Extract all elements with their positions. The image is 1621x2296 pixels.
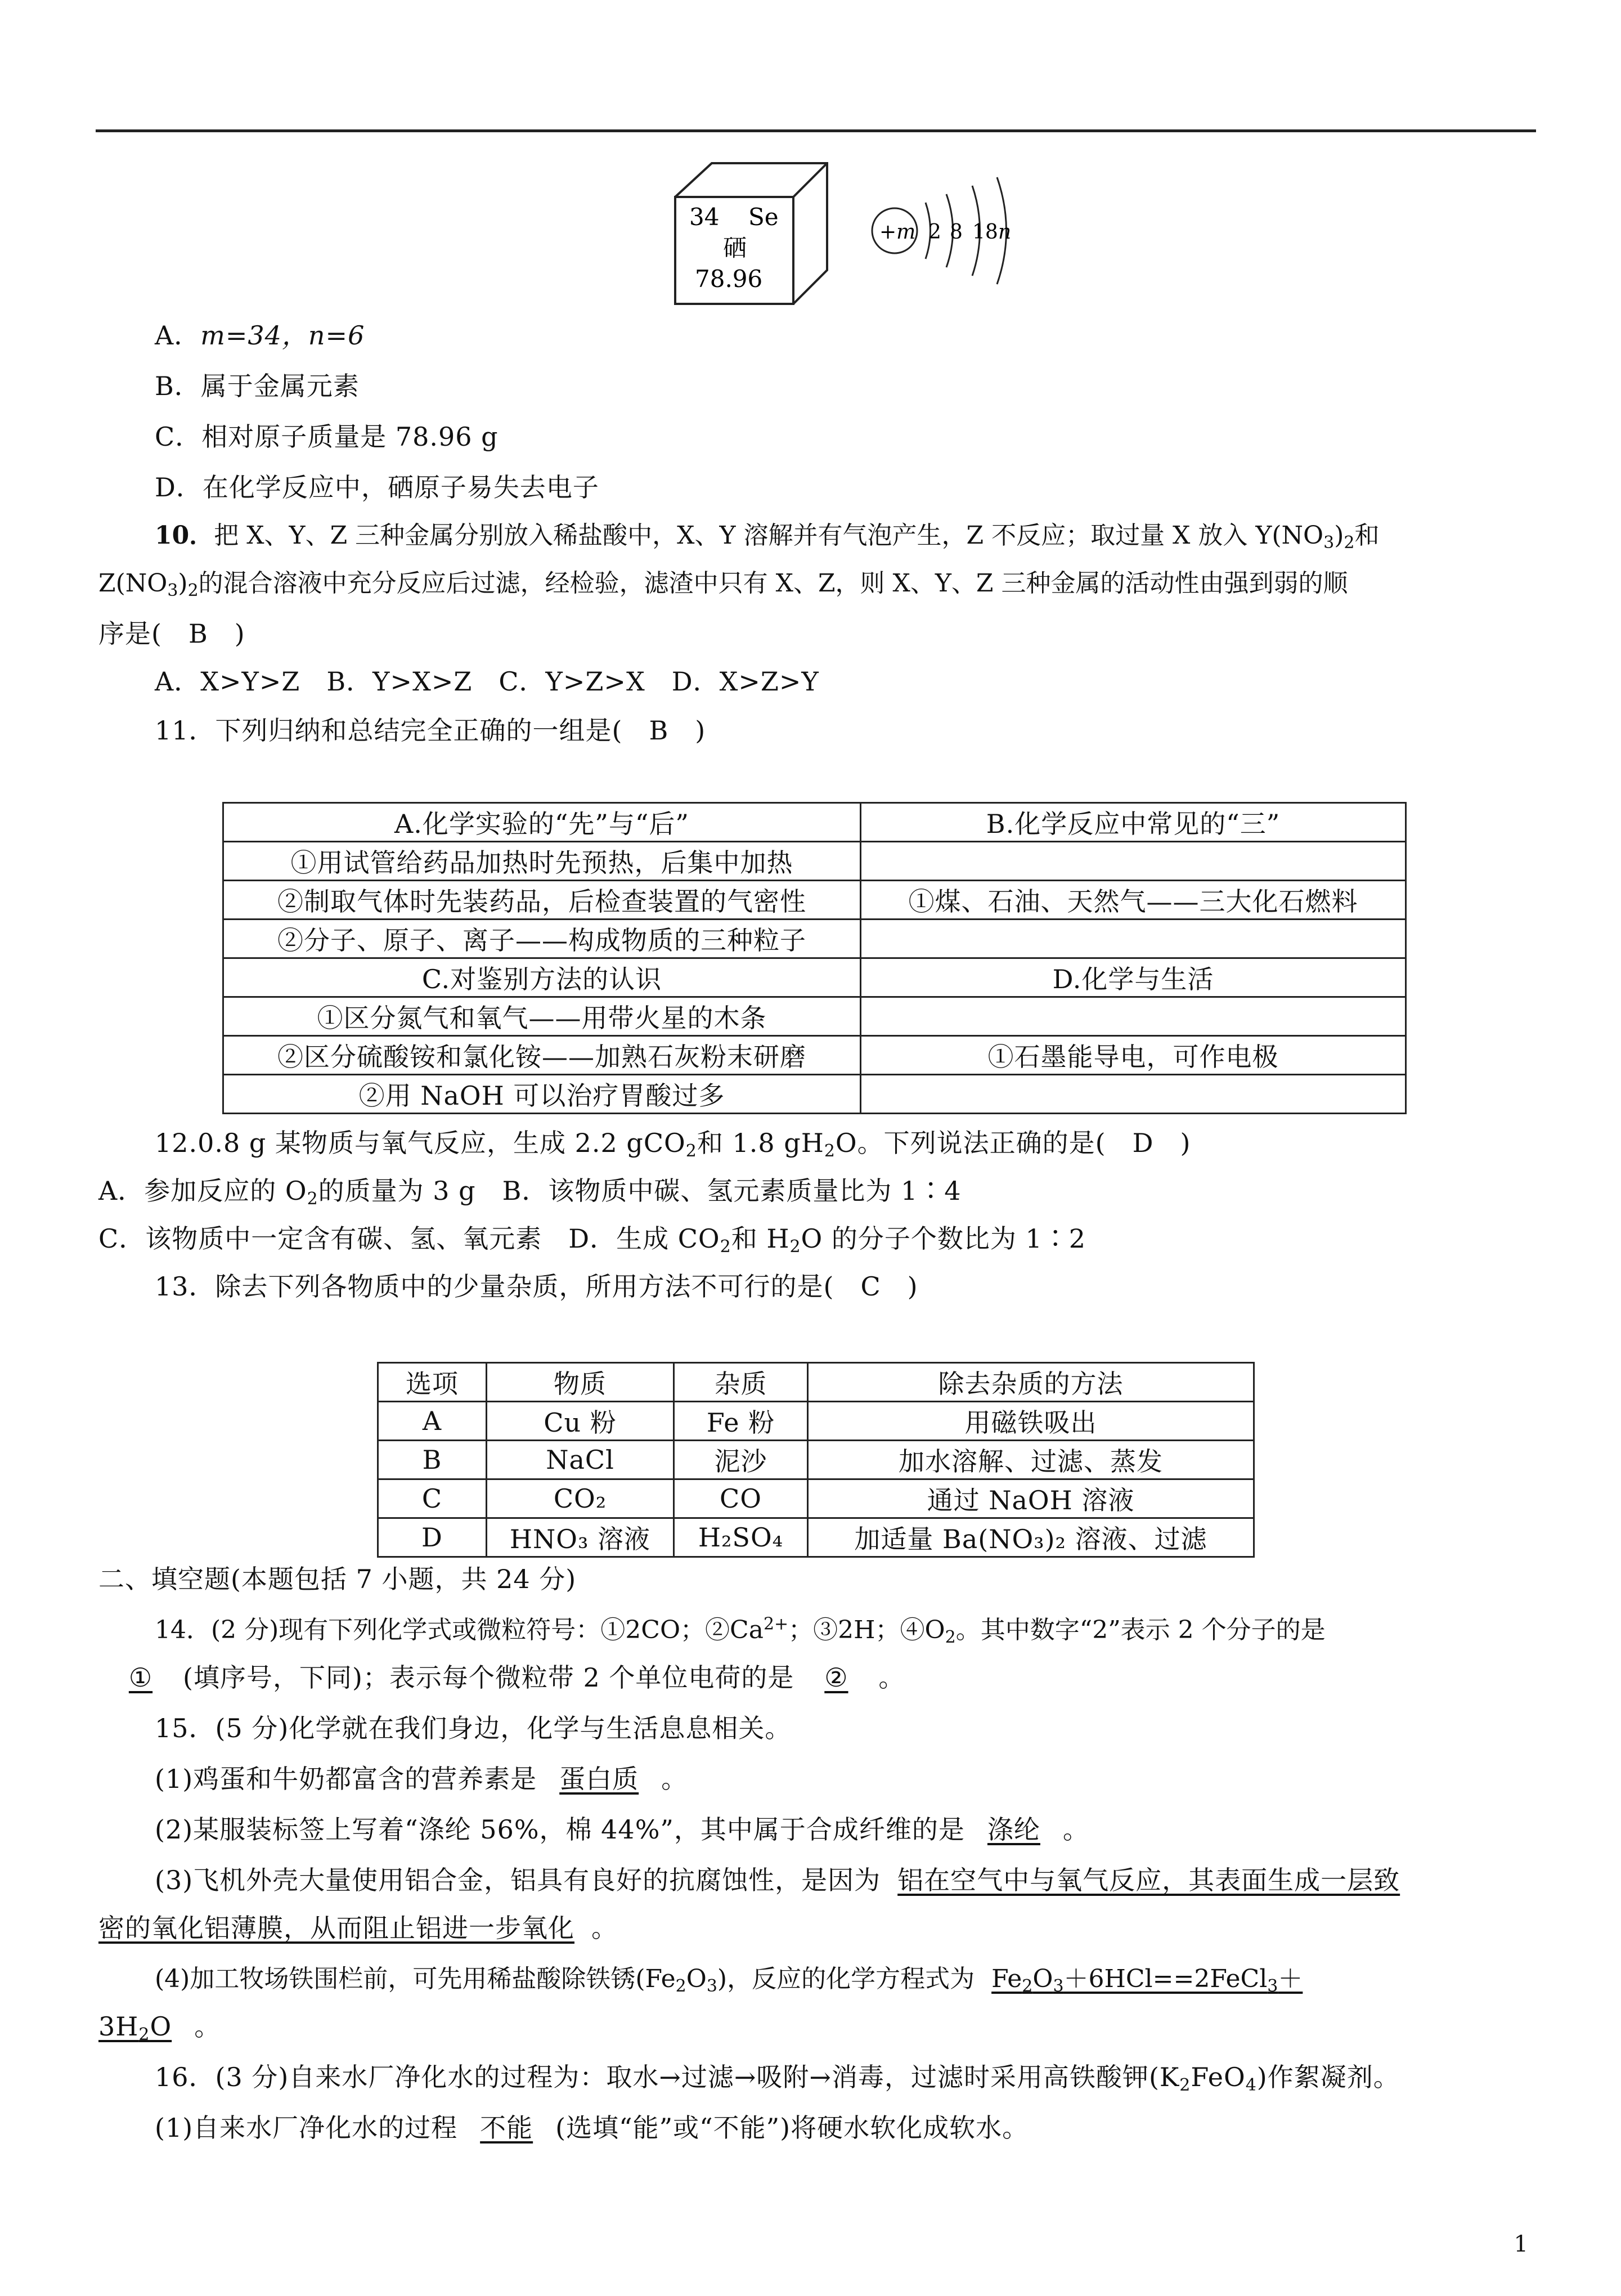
q15-part-1: (1)鸡蛋和牛奶都富含的营养素是 蛋白质 。: [155, 1759, 688, 1796]
q11-cell: [861, 842, 1406, 881]
q13-stem: 13．除去下列各物质中的少量杂质，所用方法不可行的是( C ): [155, 1271, 918, 1302]
q13-cell: D: [378, 1518, 487, 1557]
q13-cell: CO: [674, 1479, 808, 1518]
q15-answer-2: 涤纶: [987, 1814, 1040, 1845]
q10-line-1: 10．把 X、Y、Z 三种金属分别放入稀盐酸中，X、Y 溶解并有气泡产生，Z 不反应；取过量 X 放入 $Y(NO_3)_2$和: [155, 521, 1380, 553]
q11-cell: ①区分氮气和氧气——用带火星的木条: [223, 997, 861, 1036]
element-symbol: Se: [748, 203, 779, 231]
q9-option-a-text: m=34，n=6: [200, 320, 365, 351]
q13-cell: C: [378, 1479, 487, 1518]
q13-cell: 泥沙: [674, 1441, 808, 1479]
atomic-mass: 78.96: [695, 265, 763, 293]
q11-cell: ②制取气体时先装药品，后检查装置的气密性: [223, 881, 861, 920]
q13-cell: 通过 NaOH 溶液: [808, 1479, 1254, 1518]
q11-cell: ①石墨能导电，可作电极: [861, 1036, 1406, 1075]
q14-line-2: ① (填序号，下同)；表示每个微粒带 2 个单位电荷的是 ② 。: [98, 1657, 905, 1694]
shell-1-count: 2: [928, 221, 941, 244]
q10-line-2: $Z(NO_3)_2$的混合溶液中充分反应后过滤，经检验，滤渣中只有 X、Z，则 X、Y、Z 三种金属的活动性由强到弱的顺: [98, 569, 1348, 600]
q15-part-4: (4)加工牧场铁围栏前，可先用稀盐酸除铁锈$(Fe_2O_3)$，反应的化学方程式为 $Fe_2O_3+6HCl==2FeCl_3+$: [155, 1965, 1303, 1996]
q11-table: [222, 802, 1407, 1114]
shell-4-count: n: [998, 221, 1012, 244]
q12-options-cd: C．该物质中一定含有碳、氢、氧元素 D．生成 $CO_2$和 $H_2O$ 的分子个数比为 1∶2: [98, 1223, 1086, 1257]
q13-cell: CO₂: [487, 1479, 674, 1518]
q15-answer-3b: 密的氧化铝薄膜，从而阻止铝进一步氧化: [98, 1913, 574, 1943]
q13-header: 杂质: [674, 1363, 808, 1402]
q11-cell: A.化学实验的“先”与“后”: [223, 803, 861, 842]
q13-table: [377, 1362, 1255, 1558]
q12-options-ab: A．参加反应的 $O_2$的质量为 3 g B．该物质中碳、氢元素质量比为 1∶4: [98, 1176, 962, 1209]
q11-cell: ②分子、原子、离子——构成物质的三种粒子: [223, 920, 861, 958]
q13-cell: Fe 粉: [674, 1402, 808, 1441]
q15-part-4-cont: $3H_2O$ 。: [98, 2011, 221, 2044]
q13-cell: A: [378, 1402, 487, 1441]
q11-cell: C.对鉴别方法的认识: [223, 958, 861, 997]
q13-header: 物质: [487, 1363, 674, 1402]
q13-cell: 加水溶解、过滤、蒸发: [808, 1441, 1254, 1479]
q13-header: 选项: [378, 1363, 487, 1402]
q11-cell: [861, 997, 1406, 1036]
q15-part-3-cont: 密的氧化铝薄膜，从而阻止铝进一步氧化 。: [98, 1913, 618, 1943]
q15-answer-3a: 铝在空气中与氧气反应，其表面生成一层致: [897, 1865, 1400, 1895]
q13-cell: NaCl: [487, 1441, 674, 1479]
q15-part-2: (2)某服装标签上写着“涤纶 56%，棉 44%”，其中属于合成纤维的是 涤纶 。: [155, 1809, 1089, 1846]
q11-cell: [861, 1075, 1406, 1114]
q9-option-b: B．属于金属元素: [155, 371, 360, 401]
q13-cell: 用磁铁吸出: [808, 1402, 1254, 1441]
q13-cell: H₂SO₄: [674, 1518, 808, 1557]
q13-header: 除去杂质的方法: [808, 1363, 1254, 1402]
nucleus-label: +m: [879, 221, 916, 244]
q15-answer-1: 蛋白质: [559, 1764, 639, 1794]
atom-diagram: [872, 177, 1011, 284]
q15-answer-4b: $3H_2O$: [98, 2011, 172, 2044]
q11-cell: D.化学与生活: [861, 958, 1406, 997]
q14-answer-1: ①: [128, 1662, 153, 1693]
page-number: 1: [1514, 2231, 1528, 2257]
q15-stem: 15．(5 分)化学就在我们身边，化学与生活息息相关。: [155, 1713, 792, 1743]
q11-cell: ①煤、石油、天然气——三大化石燃料: [861, 881, 1406, 920]
q13-cell: B: [378, 1441, 487, 1479]
q12-stem: 12.0.8 g 某物质与氧气反应，生成 2.2 gCO$_2$和 1.8 $gH_2O$。下列说法正确的是( D ): [155, 1128, 1191, 1161]
q13-cell: 加适量 Ba(NO₃)₂ 溶液、过滤: [808, 1518, 1254, 1557]
q14-line-1: 14．(2 分)现有下列化学式或微粒符号：①2CO；$②Ca^{2+}$；③2H；$④O_2$。其中数字“2”表示 2 个分子的是: [155, 1614, 1326, 1647]
q15-part-3: (3)飞机外壳大量使用铝合金，铝具有良好的抗腐蚀性，是因为 铝在空气中与氧气反应，其表面生成一层致: [155, 1865, 1400, 1895]
q15-answer-4a: $Fe_2O_3+6HCl==2FeCl_3+$: [991, 1965, 1303, 1996]
q13-cell: HNO₃ 溶液: [487, 1518, 674, 1557]
q13-cell: Cu 粉: [487, 1402, 674, 1441]
q11-cell: [861, 920, 1406, 958]
q11-cell: ②用 NaOH 可以治疗胃酸过多: [223, 1075, 861, 1114]
q9-option-a: A．m=34，n=6: [155, 320, 365, 351]
q10-options: A．X>Y>Z B．Y>X>Z C．Y>Z>X D．X>Z>Y: [155, 666, 819, 697]
q11-cell: ②区分硫酸铵和氯化铵——加熟石灰粉末研磨: [223, 1036, 861, 1075]
top-rule: [96, 129, 1536, 132]
shell-3-count: 18: [972, 221, 998, 244]
q16-part-1: (1)自来水厂净化水的过程 不能 (选填“能”或“不能”)将硬水软化成软水。: [155, 2107, 1029, 2145]
q16-answer-1: 不能: [480, 2113, 533, 2143]
q11-cell: B.化学反应中常见的“三”: [861, 803, 1406, 842]
q9-option-d: D．在化学反应中，硒原子易失去电子: [155, 472, 599, 503]
q16-stem: 16．(3 分)自来水厂净化水的过程为：取水→过滤→吸附→消毒，过滤时采用高铁酸钾$(K_2FeO_4)$作絮凝剂。: [155, 2062, 1400, 2095]
shell-2-count: 8: [950, 221, 963, 244]
selenium-figure: [664, 158, 1024, 326]
q10-line-3: 序是( B ): [98, 618, 245, 649]
q9-option-c: C．相对原子质量是 78.96 g: [155, 421, 499, 452]
section-2-heading: 二、填空题(本题包括 7 小题，共 24 分): [98, 1564, 577, 1594]
q11-stem: 11．下列归纳和总结完全正确的一组是( B ): [155, 715, 706, 746]
q11-cell: ①用试管给药品加热时先预热，后集中加热: [223, 842, 861, 881]
element-number: 34: [689, 203, 720, 231]
q14-answer-2: ②: [824, 1662, 848, 1693]
element-name: 硒: [723, 234, 747, 262]
